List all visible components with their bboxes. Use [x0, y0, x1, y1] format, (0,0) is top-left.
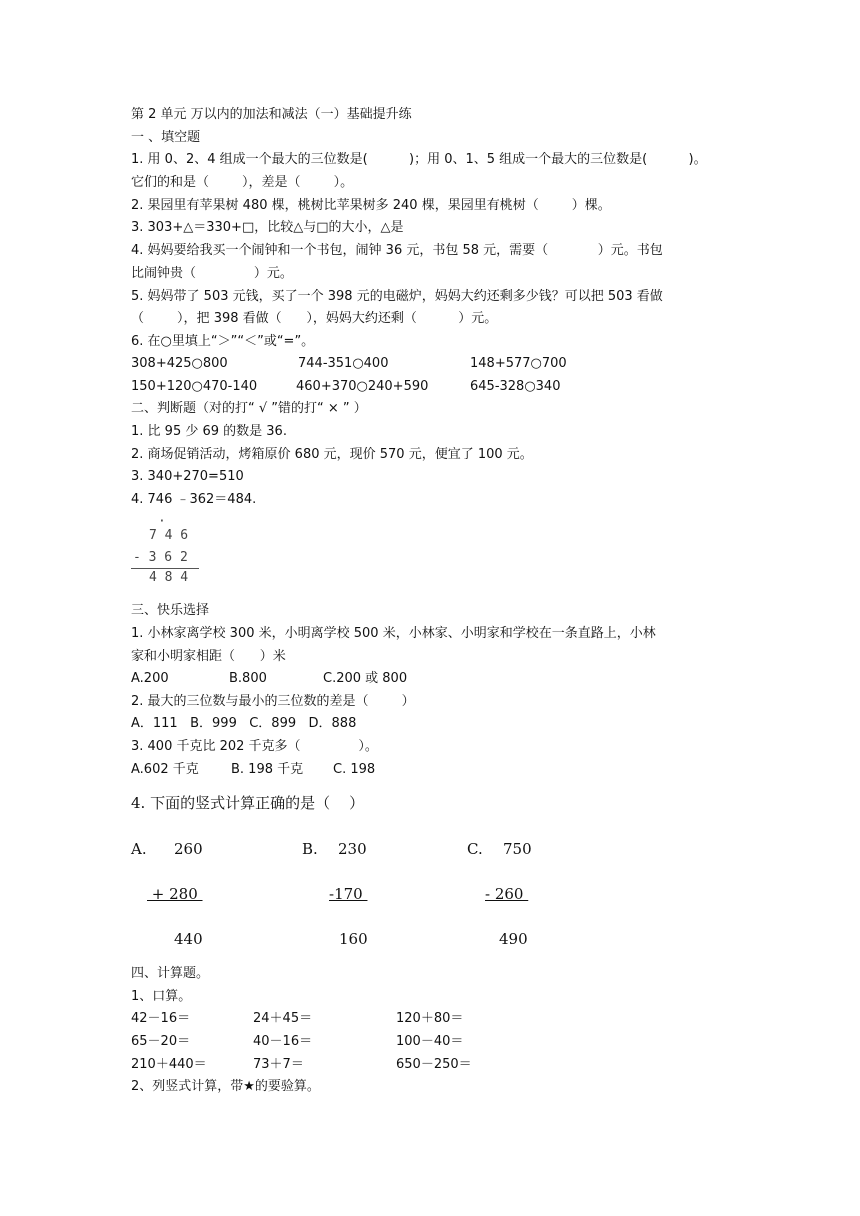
judge-item: 1. 比 95 少 69 的数是 36. — [131, 424, 287, 439]
vertical-result: 440 — [174, 930, 203, 948]
vertical-operand: - 260 — [485, 885, 529, 903]
choice-option: B.800 — [229, 671, 267, 686]
choice-question: 1. 小林家离学校 300 米，小明离学校 500 米，小林家、小明家和学校在一条直路上，小林 — [131, 626, 656, 641]
choice-question: 2. 最大的三位数与最小的三位数的差是（ ） — [131, 694, 415, 709]
vertical-top-number: 750 — [503, 840, 532, 858]
figure-result: 4 8 4 — [149, 570, 189, 585]
section-heading-choice: 三、快乐选择 — [131, 603, 210, 618]
compare-item: 744-351○400 — [298, 356, 389, 371]
option-label: C. — [467, 840, 483, 858]
compare-item: 148+577○700 — [470, 356, 567, 371]
figure-subtrahend: - 3 6 2 — [133, 550, 188, 565]
section-heading-calc: 四、计算题。 — [131, 966, 210, 981]
oral-calc-item: 65－20＝ — [131, 1034, 191, 1049]
section-heading-judge: 二、判断题（对的打“ √ ”错的打“ × ” ） — [131, 401, 367, 416]
compare-item: 308+425○800 — [131, 356, 228, 371]
choice-option: A.602 千克 — [131, 762, 199, 777]
question-line: 5. 妈妈带了 503 元钱，买了一个 398 元的电磁炉，妈妈大约还剩多少钱？可以把 503 看做 — [131, 289, 663, 304]
choice-question: 家和小明家相距（ ）米 — [131, 649, 286, 664]
compare-item: 150+120○470-140 — [131, 379, 258, 394]
subsection-heading: 1、口算。 — [131, 989, 192, 1004]
worksheet-title: 第 2 单元 万以内的加法和减法（一）基础提升练 — [131, 107, 412, 122]
oral-calc-item: 40－16＝ — [253, 1034, 313, 1049]
vertical-subtraction-figure — [131, 514, 203, 590]
vertical-operand: -170 — [329, 885, 368, 903]
subsection-heading: 2、列竖式计算，带★的要验算。 — [131, 1079, 320, 1094]
choice-question: 3. 400 千克比 202 千克多（ ）。 — [131, 739, 378, 754]
choice-option: A.200 — [131, 671, 169, 686]
oral-calc-item: 42－16＝ — [131, 1011, 191, 1026]
question-line: 比闹钟贵（ ）元。 — [131, 266, 293, 281]
option-label: B. — [302, 840, 318, 858]
question-line: 2. 果园里有苹果树 480 棵，桃树比苹果树多 240 棵，果园里有桃树（ ）棵。 — [131, 198, 611, 213]
compare-item: 645-328○340 — [470, 379, 561, 394]
vertical-top-number: 230 — [338, 840, 367, 858]
question-line: 3. 303+△＝330+□，比较△与□的大小，△是 — [131, 220, 404, 235]
vertical-result: 160 — [339, 930, 368, 948]
oral-calc-item: 100－40＝ — [396, 1034, 464, 1049]
figure-minuend: 7 4 6 — [149, 528, 189, 543]
choice-option: B. 198 千克 — [231, 762, 304, 777]
compare-item: 460+370○240+590 — [296, 379, 429, 394]
option-label: A. — [131, 840, 147, 858]
oral-calc-item: 24＋45＝ — [253, 1011, 313, 1026]
question-line: 1. 用 0、2、4 组成一个最大的三位数是( )；用 0、1、5 组成一个最大的三位数是( )。 — [131, 152, 707, 167]
vertical-operand: + 280 — [147, 885, 203, 903]
judge-item: 2. 商场促销活动，烤箱原价 680 元，现价 570 元，便宜了 100 元。 — [131, 447, 533, 462]
choice-options-line: A．111 B．999 C．899 D．888 — [131, 716, 357, 731]
section-heading-fill-blank: 一 、填空题 — [131, 130, 201, 145]
question-line: 6. 在○里填上“＞”“＜”或“=”。 — [131, 334, 315, 349]
choice-question: 4. 下面的竖式计算正确的是（ ） — [131, 794, 365, 812]
judge-item: 4. 746 ﹣362＝484. — [131, 492, 257, 507]
choice-option: C. 198 — [333, 762, 376, 777]
judge-item: 3. 340+270=510 — [131, 469, 244, 484]
choice-option: C.200 或 800 — [323, 671, 408, 686]
carry-dot: · — [158, 514, 166, 529]
figure-line — [131, 568, 199, 569]
question-line: （ ），把 398 看做（ ），妈妈大约还剩（ ）元。 — [131, 311, 498, 326]
oral-calc-item: 120＋80＝ — [396, 1011, 464, 1026]
vertical-result: 490 — [499, 930, 528, 948]
oral-calc-item: 73＋7＝ — [253, 1057, 304, 1072]
oral-calc-item: 210＋440＝ — [131, 1057, 207, 1072]
question-line: 它们的和是（ ），差是（ ）。 — [131, 175, 354, 190]
oral-calc-item: 650－250＝ — [396, 1057, 472, 1072]
question-line: 4. 妈妈要给我买一个闹钟和一个书包，闹钟 36 元，书包 58 元，需要（ ）元。书包 — [131, 243, 663, 258]
vertical-top-number: 260 — [174, 840, 203, 858]
